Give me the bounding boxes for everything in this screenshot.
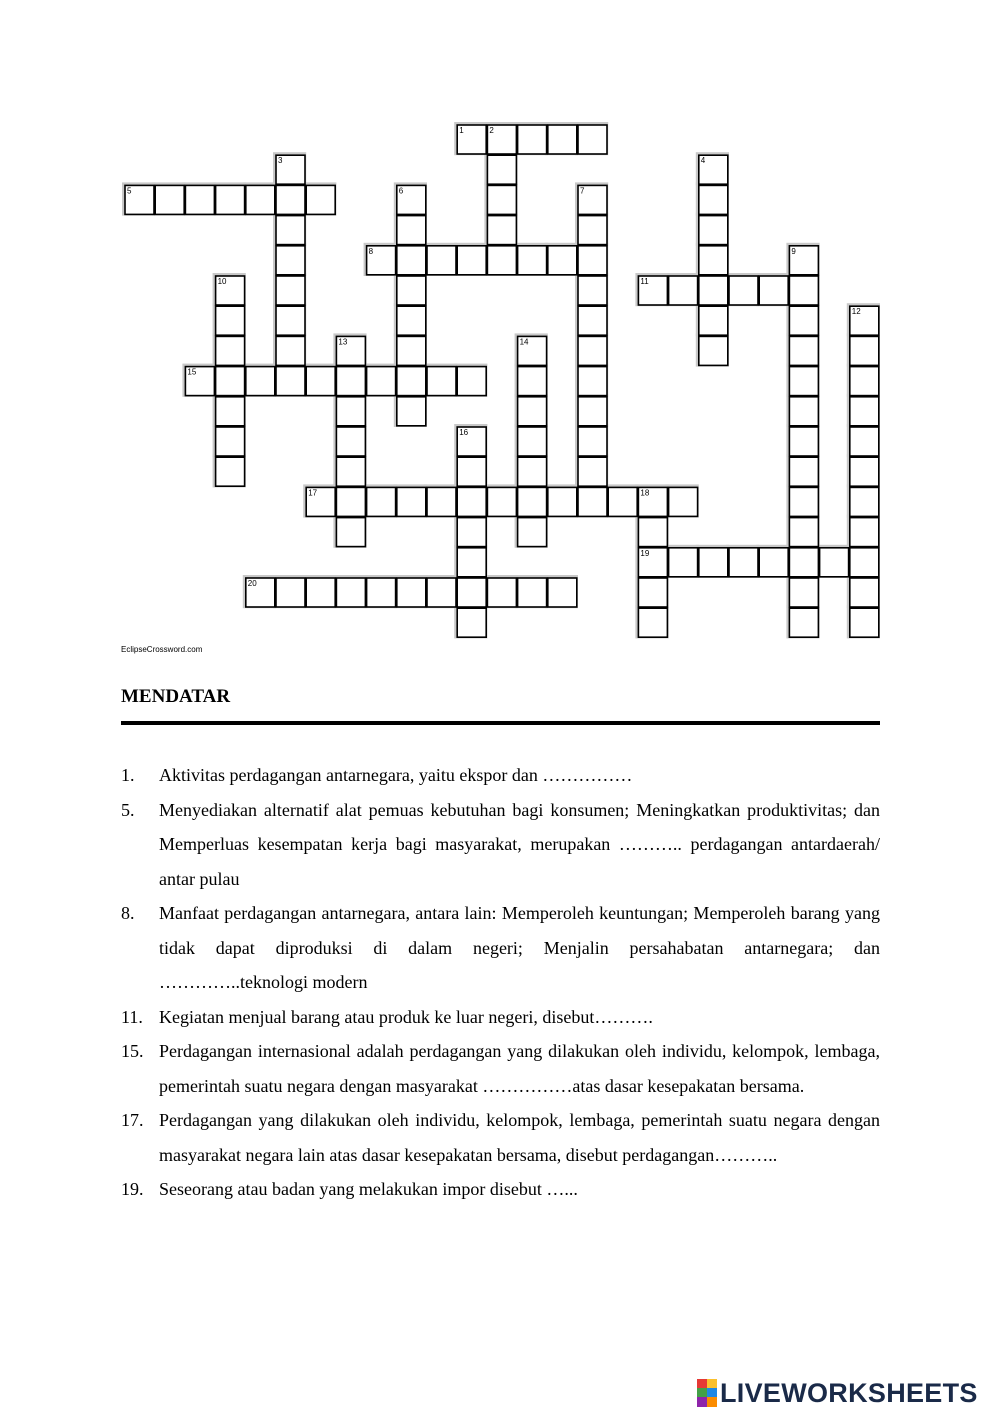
clue-number-15: 15 (187, 367, 197, 377)
crossword-cell[interactable] (487, 578, 516, 607)
crossword-cell[interactable] (669, 487, 698, 516)
crossword-cell[interactable] (669, 276, 698, 305)
crossword-cell[interactable] (608, 487, 637, 516)
crossword-cell[interactable] (789, 518, 818, 547)
clue-text: Menyediakan alternatif alat pemuas kebutuhan bagi konsumen; Meningkatkan produktivitas; dan Memperluas kesempatan kerja bagi masyarakat, merupakan ……….. perdagangan antardaerah/ antar pulau (159, 799, 880, 889)
crossword-cell[interactable] (789, 306, 818, 335)
clue-number-1: 1 (459, 126, 464, 135)
crossword-cell[interactable] (397, 578, 426, 607)
crossword-cell[interactable] (427, 367, 456, 396)
crossword-cell[interactable] (487, 155, 516, 184)
crossword-cell[interactable] (216, 336, 245, 365)
crossword-cell[interactable] (457, 578, 486, 607)
crossword-cell[interactable] (155, 185, 184, 214)
crossword-cell[interactable] (397, 367, 426, 396)
crossword-cell[interactable] (789, 548, 818, 577)
crossword-cell[interactable] (397, 306, 426, 335)
crossword-cell[interactable] (789, 578, 818, 607)
logo-text: LIVEWORKSHEETS (720, 1377, 978, 1408)
clue-number: 17. (121, 1110, 144, 1130)
clue-item (121, 1103, 880, 1172)
clue-number-9: 9 (791, 246, 796, 256)
crossword-cell[interactable] (336, 397, 365, 426)
crossword-cell[interactable] (457, 457, 486, 486)
crossword-cell[interactable] (397, 397, 426, 426)
crossword-cell[interactable] (669, 548, 698, 577)
crossword-cell[interactable] (789, 276, 818, 305)
crossword-cell[interactable] (789, 608, 818, 637)
crossword-cell[interactable] (789, 367, 818, 396)
clue-item (121, 1000, 880, 1035)
crossword-cell[interactable] (518, 518, 547, 547)
crossword-cell[interactable] (789, 487, 818, 516)
clue-list (121, 758, 880, 1207)
crossword-cell[interactable] (306, 185, 335, 214)
clue-number: 15. (121, 1041, 144, 1061)
crossword-cell[interactable] (216, 427, 245, 456)
crossword-cell[interactable] (850, 548, 879, 577)
clue-text: Kegiatan menjual barang atau produk ke luar negeri, disebut………. (159, 1006, 653, 1027)
crossword-cell[interactable] (578, 457, 607, 486)
logo-icon (697, 1379, 717, 1407)
crossword-cell[interactable] (518, 457, 547, 486)
crossword-cell[interactable] (548, 578, 577, 607)
crossword-cell[interactable] (578, 276, 607, 305)
crossword-cell[interactable] (216, 306, 245, 335)
crossword-cell[interactable] (427, 246, 456, 275)
crossword-cell[interactable] (699, 306, 728, 335)
crossword-cell[interactable] (457, 246, 486, 275)
clue-item (121, 1034, 880, 1103)
crossword-cell[interactable] (276, 216, 305, 245)
crossword-cell[interactable] (397, 487, 426, 516)
crossword-cell[interactable] (336, 578, 365, 607)
crossword-cell[interactable] (246, 185, 275, 214)
crossword-cell[interactable] (850, 336, 879, 365)
crossword-cell[interactable] (457, 487, 486, 516)
clue-number-10: 10 (217, 277, 227, 286)
clue-number-11: 11 (640, 277, 649, 286)
crossword-cell[interactable] (336, 457, 365, 486)
clue-number-17: 17 (308, 488, 318, 498)
crossword-cell[interactable] (699, 216, 728, 245)
crossword-cell[interactable] (850, 457, 879, 486)
clue-number-6: 6 (398, 186, 404, 196)
crossword-cell[interactable] (487, 185, 516, 214)
crossword-cell[interactable] (850, 578, 879, 607)
crossword-cell[interactable] (578, 306, 607, 335)
crossword-cell[interactable] (487, 246, 516, 275)
clue-number-12: 12 (851, 307, 861, 317)
clue-text: Perdagangan internasional adalah perdagangan yang dilakukan oleh individu, kelompok, lembaga, pemerintah suatu negara dengan masyarakat ……………atas dasar kesepakatan bersama. (159, 1041, 880, 1096)
crossword-cell[interactable] (518, 427, 547, 456)
crossword-cell[interactable] (397, 336, 426, 365)
crossword-cell[interactable] (427, 578, 456, 607)
crossword-cell[interactable] (306, 578, 335, 607)
crossword-cell[interactable] (850, 427, 879, 456)
crossword-cell[interactable] (789, 427, 818, 456)
crossword-cell[interactable] (578, 367, 607, 396)
crossword-cell[interactable] (367, 367, 396, 396)
crossword-cell[interactable] (518, 487, 547, 516)
crossword-cell[interactable] (457, 518, 486, 547)
crossword-cell[interactable] (216, 185, 245, 214)
crossword-cell[interactable] (427, 487, 456, 516)
crossword-cell[interactable] (759, 548, 788, 577)
crossword-cell[interactable] (518, 125, 547, 154)
crossword-cell[interactable] (548, 246, 577, 275)
crossword-cell[interactable] (518, 397, 547, 426)
crossword-cell[interactable] (487, 216, 516, 245)
clue-item (121, 793, 880, 897)
crossword-cell[interactable] (336, 367, 365, 396)
crossword-cell[interactable] (699, 276, 728, 305)
crossword-cell[interactable] (457, 367, 486, 396)
crossword-cell[interactable] (276, 306, 305, 335)
clue-number-3: 3 (278, 156, 283, 166)
clue-number-13: 13 (338, 337, 348, 347)
crossword-cell[interactable] (548, 125, 577, 154)
crossword-cell[interactable] (276, 185, 305, 214)
clue-number-16: 16 (459, 428, 469, 437)
crossword-cell[interactable] (699, 246, 728, 275)
clue-text: Seseorang atau badan yang melakukan impor disebut …... (159, 1179, 578, 1199)
crossword-cell[interactable] (397, 246, 426, 275)
crossword-cell[interactable] (578, 427, 607, 456)
crossword-cell[interactable] (578, 336, 607, 365)
crossword-cell[interactable] (699, 548, 728, 577)
crossword-cell[interactable] (850, 367, 879, 396)
crossword-cell[interactable] (729, 276, 758, 305)
crossword-cell[interactable] (518, 246, 547, 275)
crossword-cell[interactable] (276, 578, 305, 607)
clue-number-18: 18 (640, 488, 650, 498)
crossword-cell[interactable] (699, 336, 728, 365)
crossword-cell[interactable] (729, 548, 758, 577)
clue-number: 1. (121, 765, 135, 785)
crossword-cell[interactable] (518, 578, 547, 607)
clue-number: 19. (121, 1179, 144, 1199)
clue-text: Aktivitas perdagangan antarnegara, yaitu ekspor dan …………… (159, 765, 633, 785)
crossword-cell[interactable] (548, 487, 577, 516)
crossword-cell[interactable] (397, 276, 426, 305)
crossword-cell[interactable] (216, 457, 245, 486)
crossword-cell[interactable] (457, 608, 486, 637)
crossword-cell[interactable] (578, 487, 607, 516)
crossword-cell[interactable] (336, 427, 365, 456)
crossword-cell[interactable] (578, 246, 607, 275)
crossword-cell[interactable] (638, 518, 667, 547)
crossword-cell[interactable] (578, 397, 607, 426)
crossword-cell[interactable] (185, 185, 214, 214)
crossword-cell[interactable] (850, 397, 879, 426)
crossword-cell[interactable] (367, 487, 396, 516)
crossword-cell[interactable] (578, 125, 607, 154)
crossword-cell[interactable] (306, 367, 335, 396)
clue-number-20: 20 (247, 579, 257, 588)
crossword-cell[interactable] (246, 367, 275, 396)
clue-item (121, 758, 880, 793)
clue-item (121, 1172, 880, 1207)
heading-divider (121, 721, 880, 725)
clue-number: 8. (121, 903, 135, 923)
clue-text: Manfaat perdagangan antarnegara, antara lain: Memperoleh keuntungan; Memperoleh barang yang tidak dapat diproduksi di dalam negeri; Menjalin persahabatan antarnegara; dan …………..teknologi modern (159, 903, 880, 992)
clue-item (121, 896, 880, 1000)
crossword-cell[interactable] (276, 276, 305, 305)
crossword-cell[interactable] (638, 608, 667, 637)
crossword-cell[interactable] (487, 487, 516, 516)
clue-number: 5. (121, 799, 135, 820)
clue-number-4: 4 (700, 156, 706, 166)
clue-number-7: 7 (580, 186, 585, 196)
crossword-cell[interactable] (850, 608, 879, 637)
crossword-cell[interactable] (216, 367, 245, 396)
crossword-cell[interactable] (457, 548, 486, 577)
crossword-cell[interactable] (759, 276, 788, 305)
crossword-cell[interactable] (397, 216, 426, 245)
clue-number-8: 8 (368, 246, 374, 256)
clue-text: Perdagangan yang dilakukan oleh individu, kelompok, lembaga, pemerintah suatu negara dengan masyarakat negara lain atas dasar kesepakatan bersama, disebut perdagangan……….. (159, 1110, 880, 1165)
clue-number-5: 5 (127, 186, 132, 196)
section-heading: MENDATAR (121, 686, 231, 707)
crossword-cell[interactable] (820, 548, 849, 577)
clue-number-14: 14 (519, 337, 529, 347)
crossword-cell[interactable] (638, 578, 667, 607)
crossword-cell[interactable] (336, 487, 365, 516)
clue-number: 11. (121, 1006, 143, 1027)
liveworksheets-logo (697, 1377, 978, 1409)
crossword-cell[interactable] (276, 246, 305, 275)
crossword-cell[interactable] (518, 367, 547, 396)
clue-number-2: 2 (489, 126, 494, 135)
crossword-cell[interactable] (850, 518, 879, 547)
crossword-cell[interactable] (367, 578, 396, 607)
crossword-cell[interactable] (216, 397, 245, 426)
crossword-cell[interactable] (276, 336, 305, 365)
crossword-cell[interactable] (850, 487, 879, 516)
crossword-cell[interactable] (336, 518, 365, 547)
crossword-cell[interactable] (276, 367, 305, 396)
crossword-credit: EclipseCrossword.com (121, 645, 203, 654)
clue-number-19: 19 (640, 548, 650, 558)
crossword-cell[interactable] (789, 336, 818, 365)
crossword-cell[interactable] (699, 185, 728, 214)
crossword-grid (0, 0, 1000, 660)
crossword-cell[interactable] (789, 457, 818, 486)
crossword-cell[interactable] (578, 216, 607, 245)
crossword-cell[interactable] (789, 397, 818, 426)
